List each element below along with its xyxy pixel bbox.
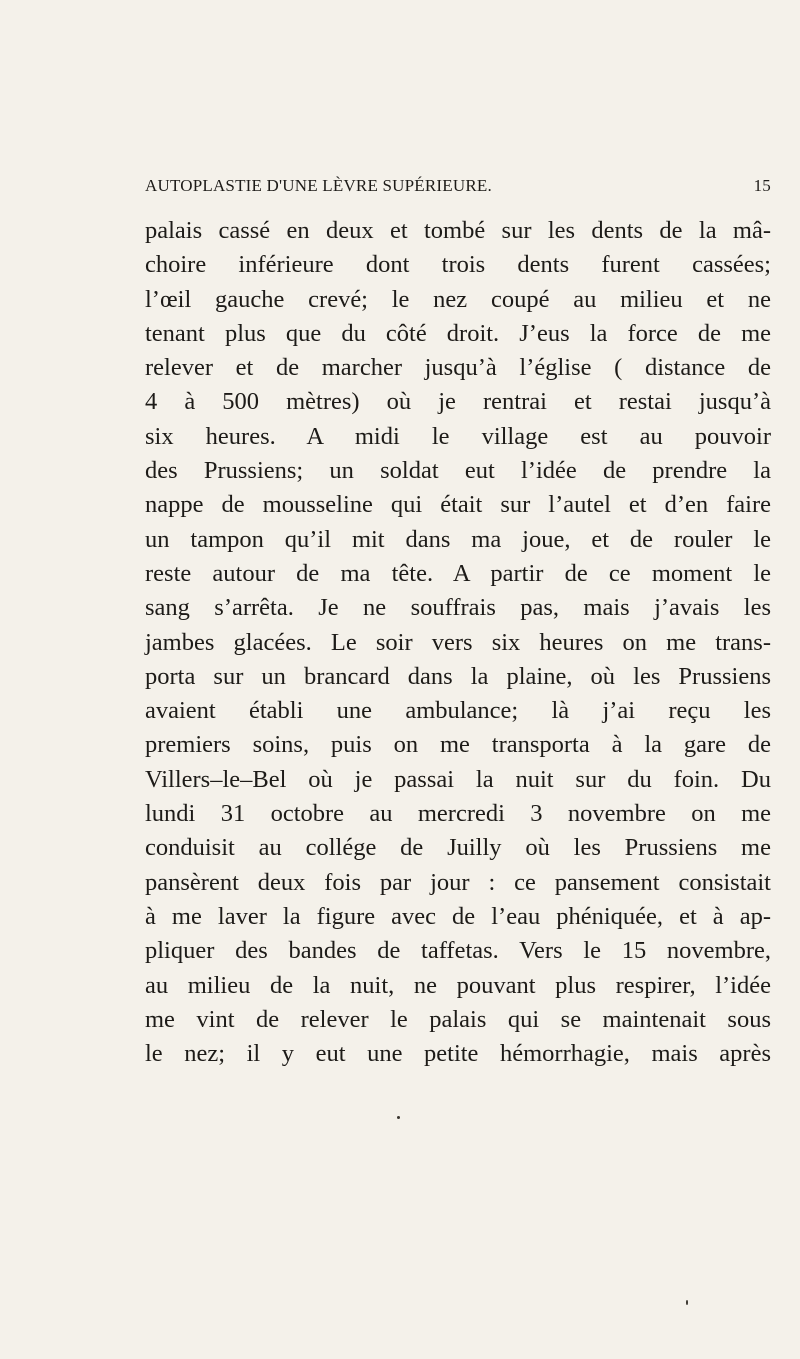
text-line: porta sur un brancard dans la plaine, où les Prussiens xyxy=(145,662,771,690)
page-number: 15 xyxy=(753,176,771,195)
text-line: choire inférieure dont trois dents furent cassées; xyxy=(145,251,771,279)
text-line: nappe de mousseline qui était sur l’autel et d’en faire xyxy=(145,491,771,519)
text-line: me vint de relever le palais qui se maintenait sous xyxy=(145,1005,771,1033)
ink-speck xyxy=(686,1300,688,1305)
text-line: sang s’arrêta. Je ne souffrais pas, mais j’avais les xyxy=(145,594,771,622)
text-line: jambes glacées. Le soir vers six heures on me trans- xyxy=(145,628,771,656)
text-line: pliquer des bandes de taffetas. Vers le 15 novembre, xyxy=(145,937,771,965)
text-line: relever et de marcher jusqu’à l’église ( distance de xyxy=(145,354,771,382)
text-line: des Prussiens; un soldat eut l’idée de prendre la xyxy=(145,457,771,485)
text-line: six heures. A midi le village est au pouvoir xyxy=(145,422,771,450)
page-header xyxy=(145,176,771,200)
text-line: avaient établi une ambulance; là j’ai reçu les xyxy=(145,697,771,725)
ink-speck xyxy=(397,1116,400,1119)
text-line: pansèrent deux fois par jour : ce pansement consistait xyxy=(145,868,771,896)
text-line: lundi 31 octobre au mercredi 3 novembre on me xyxy=(145,800,771,828)
text-line: palais cassé en deux et tombé sur les dents de la mâ- xyxy=(145,217,771,244)
text-line: au milieu de la nuit, ne pouvant plus respirer, l’idée xyxy=(145,971,771,999)
text-line: l’œil gauche crevé; le nez coupé au milieu et ne xyxy=(145,285,771,313)
text-line: Villers–le–Bel où je passai la nuit sur du foin. Du xyxy=(145,765,771,793)
text-line: le nez; il y eut une petite hémorrhagie, mais après xyxy=(145,1040,771,1068)
text-line: premiers soins, puis on me transporta à la gare de xyxy=(145,731,771,759)
text-line: reste autour de ma tête. A partir de ce moment le xyxy=(145,559,771,587)
text-line: tenant plus que du côté droit. J’eus la force de me xyxy=(145,319,771,347)
text-line: conduisit au collége de Juilly où les Prussiens me xyxy=(145,834,771,862)
text-line: un tampon qu’il mit dans ma joue, et de rouler le xyxy=(145,525,771,553)
text-line: 4 à 500 mètres) où je rentrai et restai jusqu’à xyxy=(145,388,771,416)
text-line: à me laver la figure avec de l’eau phéniquée, et à ap- xyxy=(145,902,771,930)
body-text xyxy=(145,214,771,1071)
running-title: AUTOPLASTIE D'UNE LÈVRE SUPÉRIEURE. xyxy=(145,176,492,195)
